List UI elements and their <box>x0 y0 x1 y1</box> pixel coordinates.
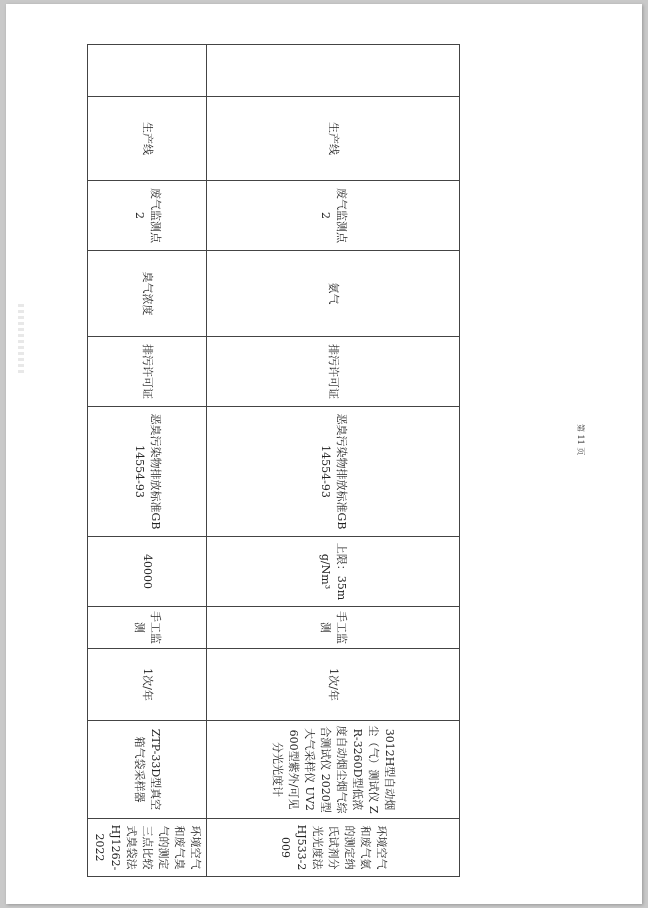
table-cell-production-line: 生产线 <box>88 97 207 181</box>
rotated-table-container <box>93 44 460 876</box>
table-cell-instrument: 3012H型自动烟尘（气）测试仪 ZR-3260D型低浓度自动烟尘烟气综合测试仪 2020型大气采样仪 UV2600型紫外/可见分光光度计 <box>207 721 460 819</box>
table-cell-pollutant: 氨气 <box>207 251 460 337</box>
table-cell-basis: 排污许可证 <box>88 337 207 407</box>
table-cell-standard: 恶臭污染物排放标准GB14554-93 <box>207 407 460 537</box>
table-cell-analysis-method: 环境空气和废气臭气的测定三点比较式臭袋法 HJ1262-2022 <box>88 819 207 877</box>
document-page <box>6 4 642 904</box>
table-cell-limit: 40000 <box>88 537 207 607</box>
table-cell-pollutant: 臭气浓度 <box>88 251 207 337</box>
table-cell-frequency: 1次/年 <box>207 649 460 721</box>
table-cell-method: 手工监测 <box>207 607 460 649</box>
rotated-table-frame <box>93 44 460 876</box>
table-cell-empty <box>207 45 460 97</box>
table-cell-limit: 上限：35mg/Nm³ <box>207 537 460 607</box>
table-cell-monitoring-point: 废气监测点2 <box>207 181 460 251</box>
table-cell-monitoring-point: 废气监测点2 <box>88 181 207 251</box>
table-cell-production-line: 生产线 <box>207 97 460 181</box>
table-cell-standard: 恶臭污染物排放标准GB14554-93 <box>88 407 207 537</box>
table-row <box>207 45 460 877</box>
table-cell-instrument: ZTP-33D型真空箱气袋采样器 <box>88 721 207 819</box>
table-cell-analysis-method: 环境空气和废气氨的测定纳氏试剂分光光度法 HJ533-2009 <box>207 819 460 877</box>
binding-edge-mark <box>18 304 24 374</box>
page-number: 第 11 页 <box>576 424 585 456</box>
table-cell-frequency: 1次/年 <box>88 649 207 721</box>
table-cell-basis: 排污许可证 <box>207 337 460 407</box>
table-row <box>88 45 207 877</box>
table-cell-method: 手工监测 <box>88 607 207 649</box>
table-cell-empty <box>88 45 207 97</box>
monitoring-table <box>87 44 460 877</box>
